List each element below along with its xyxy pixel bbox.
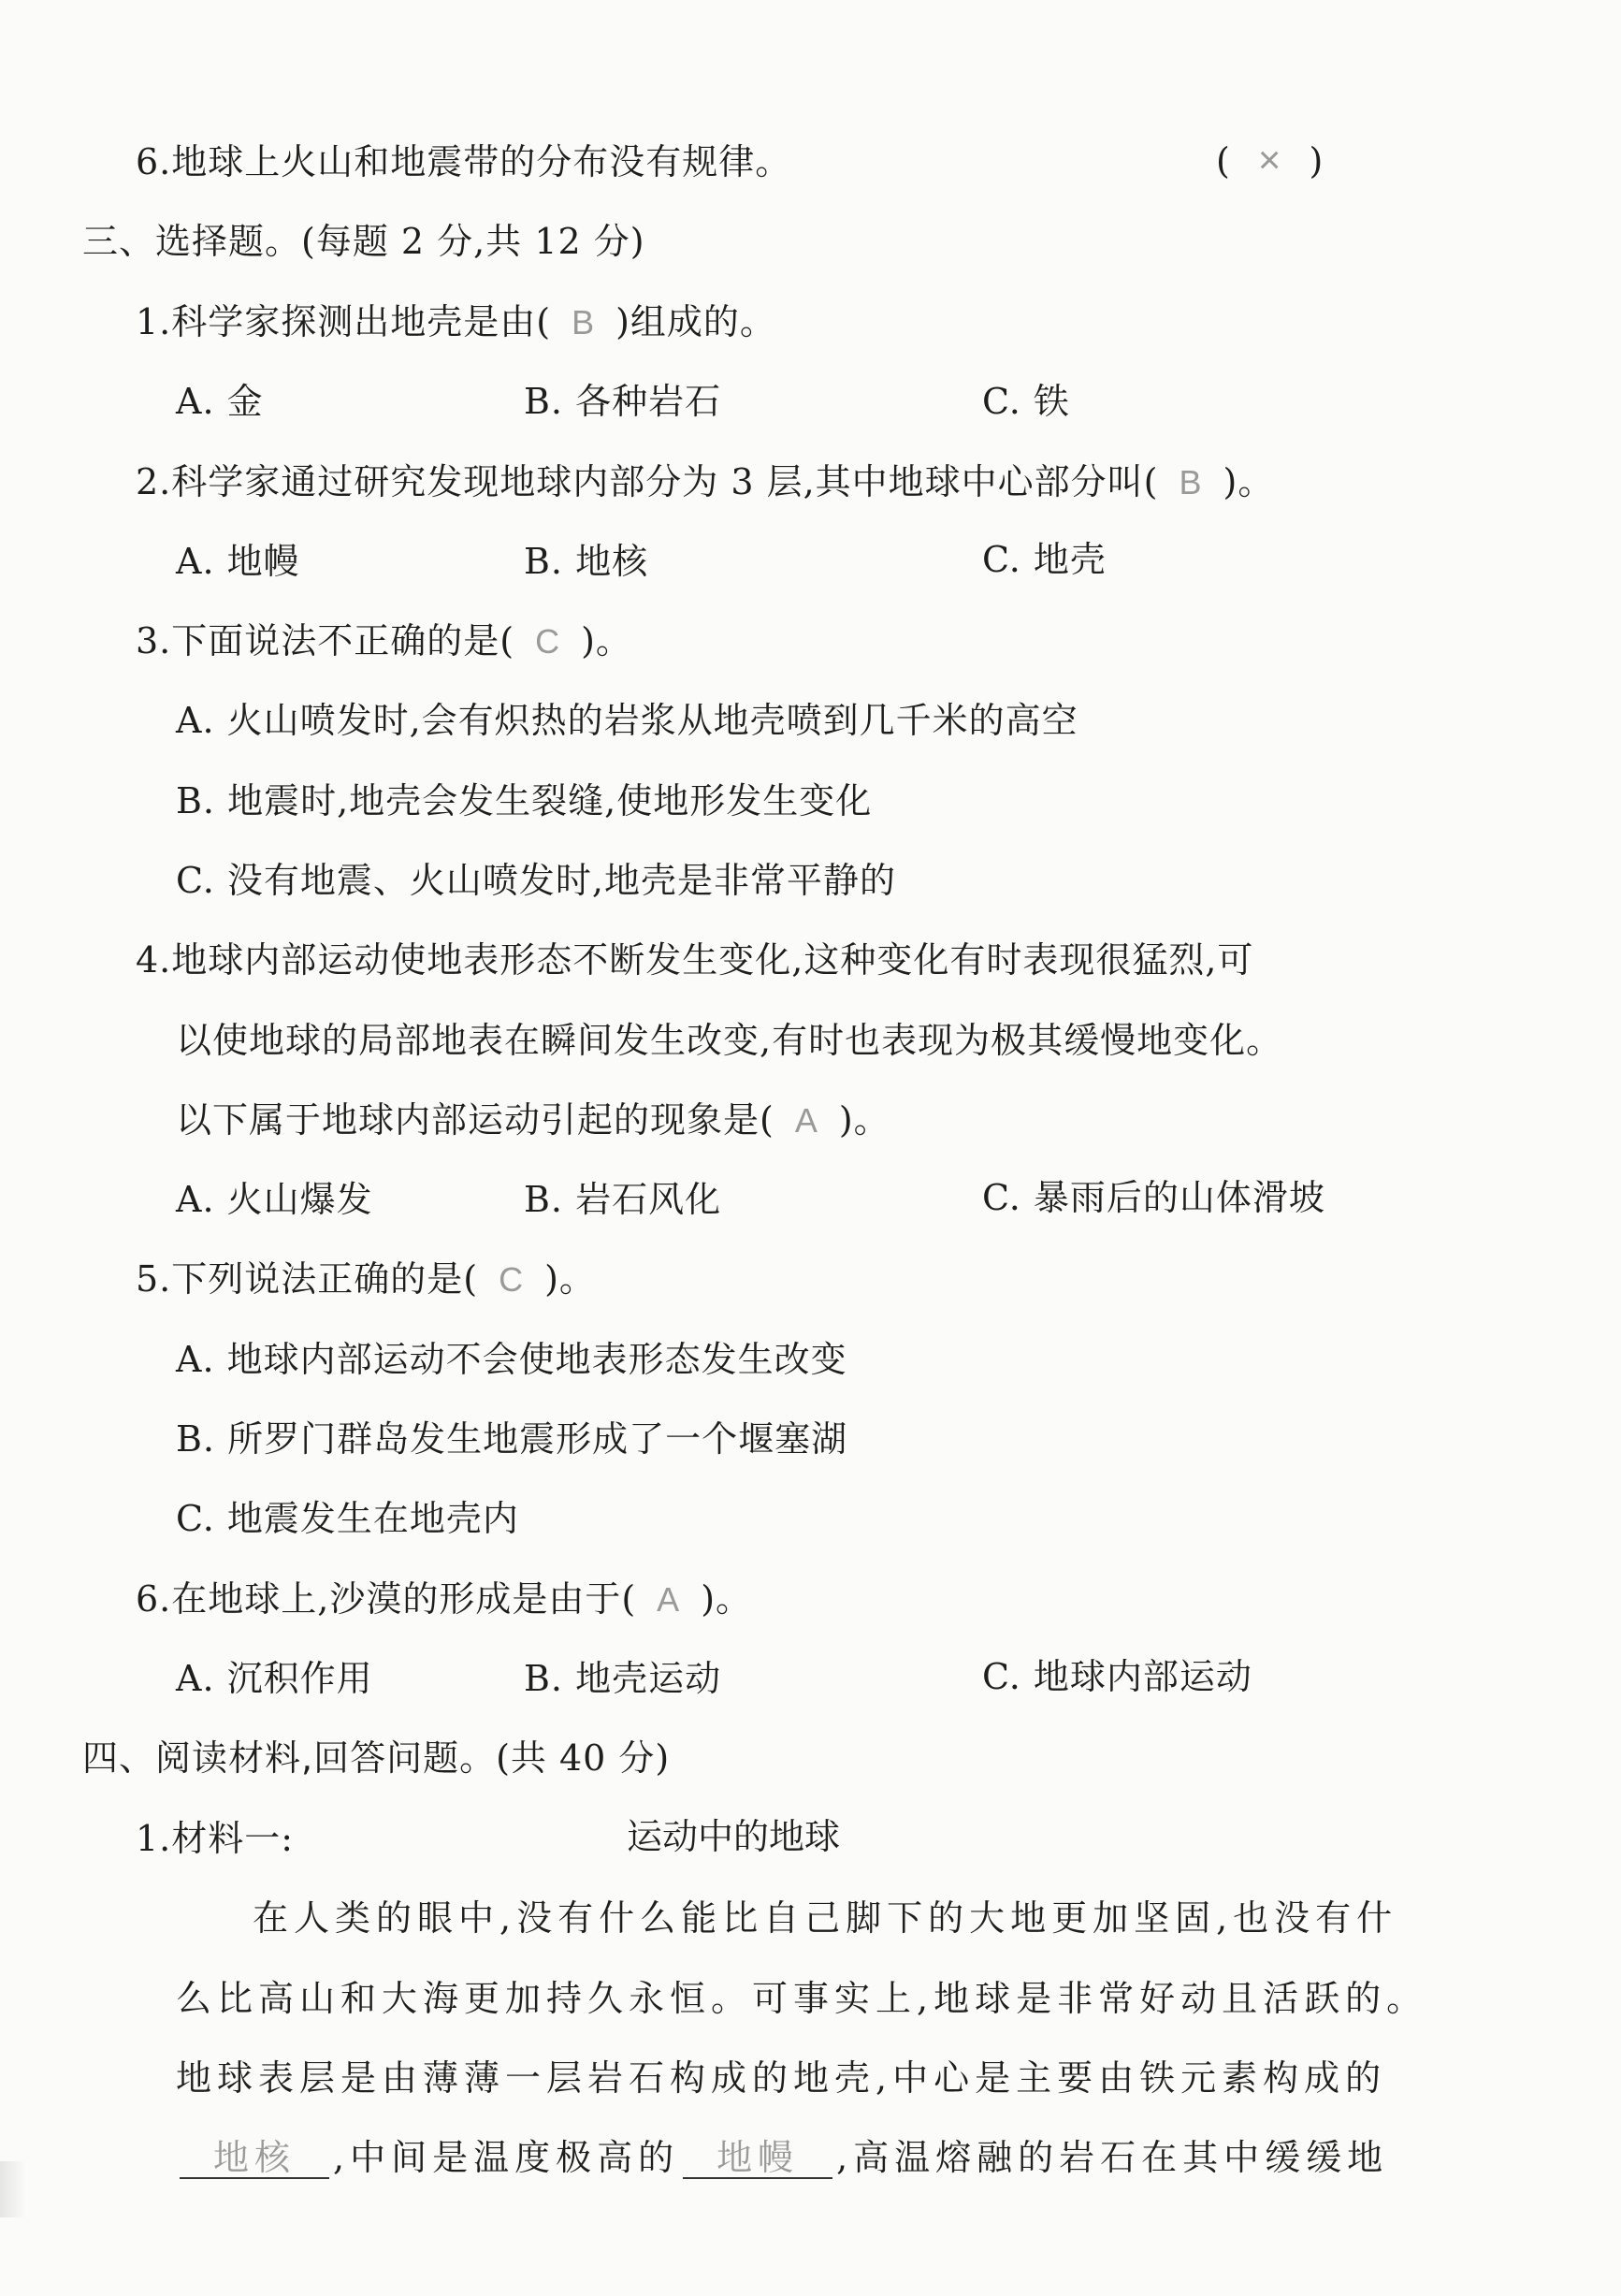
option-c: C. 地震发生在地壳内	[176, 1498, 519, 1539]
option-b: B. 所罗门群岛发生地震形成了一个堰塞湖	[176, 1418, 848, 1460]
answer-mark: C	[535, 622, 561, 661]
mc-question-2: 2.科学家通过研究发现地球内部分为 3 层,其中地球中心部分叫( B )。	[136, 461, 1275, 502]
option-a: A. 火山爆发	[176, 1179, 373, 1220]
mc-question-5: 5.下列说法正确的是( C )。	[136, 1258, 596, 1300]
judge-answer: ( × )	[1216, 138, 1324, 182]
option-b: B. 地壳运动	[524, 1658, 722, 1699]
option-c: C. 没有地震、火山喷发时,地壳是非常平静的	[176, 860, 896, 901]
scan-edge-artifact	[0, 2161, 26, 2217]
answer-mark: A	[794, 1101, 818, 1140]
option-a: A. 地球内部运动不会使地表形态发生改变	[176, 1339, 847, 1380]
answer-mark: B	[1179, 463, 1203, 501]
option-c: C. 地球内部运动	[982, 1656, 1252, 1697]
option-a: A. 地幔	[176, 541, 300, 582]
reading-paragraph-line-1: 在人类的眼中,没有什么能比自己脚下的大地更加坚固,也没有什	[253, 1897, 1398, 1939]
option-b: B. 各种岩石	[524, 381, 722, 422]
fill-blank-1: 地核	[180, 2138, 329, 2179]
section-score: (共 40 分)	[496, 1737, 671, 1779]
option-c: C. 地壳	[982, 539, 1107, 580]
reading-paragraph-line-2: 么比高山和大海更加持久永恒。可事实上,地球是非常好动且活跃的。	[176, 1978, 1428, 2019]
section-title: 三、选择题。	[82, 221, 302, 262]
cross-mark: ×	[1257, 138, 1281, 182]
option-a: A. 金	[176, 381, 264, 422]
reading-paragraph-line-4: 地核 ,中间是温度极高的 地幔 ,高温熔融的岩石在其中缓缓地	[176, 2134, 1388, 2181]
option-b: B. 地核	[524, 541, 649, 582]
answer-mark: A	[657, 1580, 681, 1619]
section-score: (每题 2 分,共 12 分)	[301, 221, 645, 262]
judge-question-6	[136, 138, 791, 185]
option-b: B. 岩石风化	[524, 1179, 722, 1220]
reading-title: 运动中的地球	[627, 1816, 841, 1857]
mc-question-4-line-3: 以下属于地球内部运动引起的现象是( A )。	[176, 1099, 890, 1141]
mc-question-4-line-2: 以使地球的局部地表在瞬间发生改变,有时也表现为极其缓慢地变化。	[176, 1020, 1283, 1061]
answer-mark: B	[572, 303, 596, 341]
question-text: 地球上火山和地震带的分布没有规律。	[171, 141, 792, 182]
question-number: 6.	[136, 141, 172, 182]
mc-question-4-line-1: 4.地球内部运动使地表形态不断发生变化,这种变化有时表现很猛烈,可	[136, 939, 1254, 981]
reading-paragraph-line-3: 地球表层是由薄薄一层岩石构成的地壳,中心是主要由铁元素构成的	[176, 2057, 1387, 2099]
reading-label: 1.材料一:	[136, 1818, 295, 1859]
option-c: C. 暴雨后的山体滑坡	[982, 1177, 1325, 1218]
section-3-heading	[82, 218, 645, 265]
mc-question-6: 6.在地球上,沙漠的形成是由于( A )。	[136, 1578, 753, 1620]
answer-mark: C	[499, 1260, 525, 1299]
fill-blank-2: 地幔	[683, 2138, 832, 2179]
option-a: A. 火山喷发时,会有炽热的岩浆从地壳喷到几千米的高空	[176, 700, 1078, 741]
section-4-heading	[82, 1735, 670, 1781]
option-b: B. 地震时,地壳会发生裂缝,使地形发生变化	[176, 780, 873, 821]
mc-question-1: 1.科学家探测出地壳是由( B )组成的。	[136, 301, 776, 342]
option-a: A. 沉积作用	[176, 1658, 373, 1699]
mc-question-3: 3.下面说法不正确的是( C )。	[136, 620, 632, 661]
section-title: 四、阅读材料,回答问题。	[82, 1737, 497, 1779]
option-c: C. 铁	[982, 381, 1070, 422]
